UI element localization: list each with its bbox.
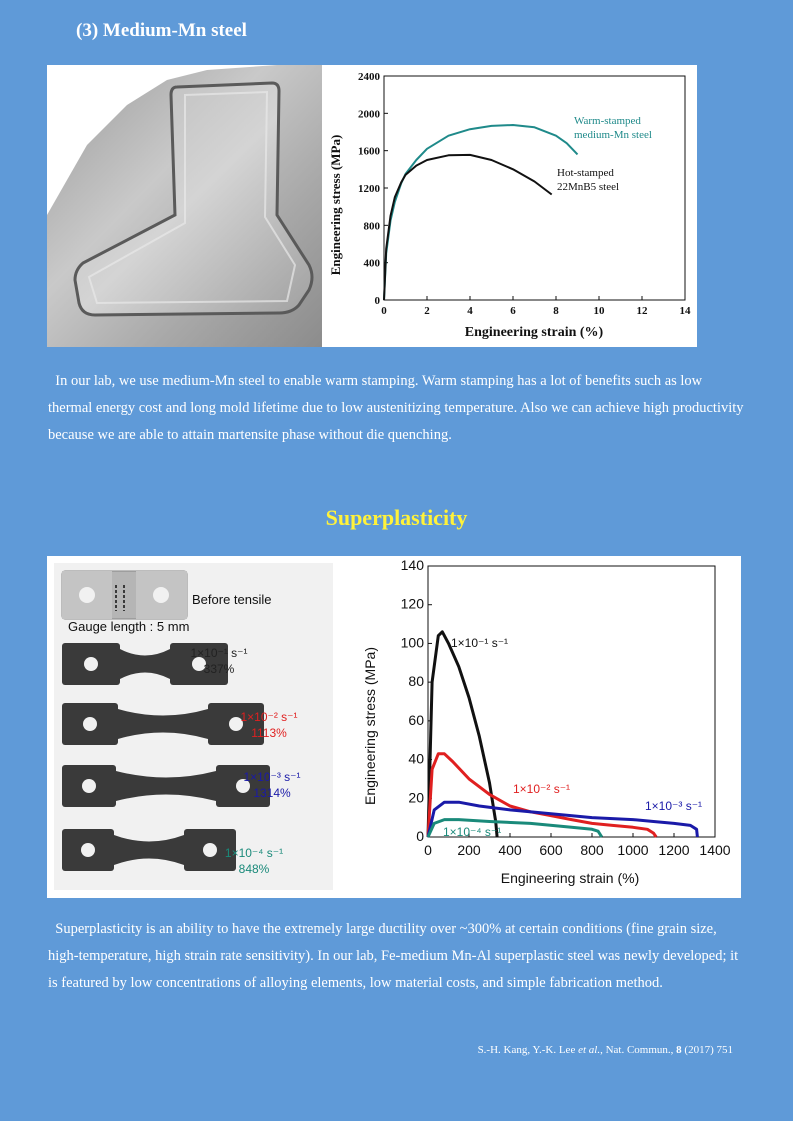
chart1-frame: [384, 76, 685, 300]
specimen-rate-label: 1×10⁻³ s⁻¹: [243, 770, 301, 784]
chart2-label-1e-4: 1×10⁻⁴ s⁻¹: [443, 825, 502, 839]
citation: S.-H. Kang, Y.-K. Lee et al., Nat. Commun., 8 (2017) 751: [477, 1044, 733, 1056]
chart2-xlabel: Engineering strain (%): [500, 870, 640, 886]
superplasticity-title: Superplasticity: [325, 505, 468, 530]
chart1-series1-label: Warm-stamped medium-Mn steel: [574, 115, 652, 141]
chart2-xtick-label: 0: [424, 842, 432, 858]
chart1-xtick-label: 14: [679, 305, 691, 317]
chart1-ytick-label: 1200: [358, 183, 380, 195]
chart1-ytick-label: 2000: [358, 108, 380, 121]
before-tensile-specimen: [62, 571, 187, 619]
chart1-xtick-label: 4: [467, 305, 473, 317]
chart2-ytick-label: 60: [408, 711, 424, 728]
chart2-ytick-label: 40: [408, 750, 424, 767]
chart1-ytick-label: 400: [363, 257, 380, 270]
superplasticity-paragraph: Superplasticity is an ability to have the extremely large ductility over ~300% at certain conditions (fine grain size, high-temperature, high strain rate sensitivity). In our lab, Fe-medium Mn-Al superplastic steel was newly developed; it is featured by low concentrations of alloying elements, low material costs, and simple fabrication method.: [48, 921, 739, 991]
chart1-xtick-label: 6: [510, 305, 516, 317]
chart2-ytick-label: 140: [400, 557, 424, 573]
chart2-xtick-label: 1000: [617, 842, 649, 858]
warm-stamping-paragraph: In our lab, we use medium-Mn steel to enable warm stamping. Warm stamping has a lot of benefits such as low thermal energy cost and long mold lifetime due to low austenitizing temperature. Also we can achieve high productivity because we are able to attain martensite phase without die quenching.: [48, 373, 744, 443]
chart2-xtick-label: 1200: [658, 842, 690, 858]
medium-mn-stress-strain-chart: [322, 65, 697, 347]
specimen-elongation-label: 1113%: [251, 726, 287, 740]
specimen-rate-label: 1×10⁻⁴ s⁻¹: [224, 846, 284, 860]
chart2-ytick-label: 20: [408, 789, 424, 806]
chart1-ytick-label: 0: [374, 295, 380, 307]
stamped-part-photo: [47, 65, 322, 347]
superplastic-stress-strain-chart: [333, 556, 741, 898]
specimen-elongation-label: 1314%: [253, 786, 291, 800]
chart1-ylabel: Engineering stress (MPa): [328, 134, 343, 276]
chart2-ytick-label: 80: [408, 673, 424, 690]
specimen-elongation-label: 337%: [203, 662, 235, 676]
chart2-ytick-label: 100: [400, 634, 424, 651]
chart1-series-1-line: [384, 155, 552, 300]
chart1-xtick-label: 0: [381, 305, 387, 317]
chart2-ytick-label: 120: [400, 595, 424, 612]
chart2-label-1e-2: 1×10⁻² s⁻¹: [513, 782, 571, 796]
chart2-xtick-label: 200: [457, 842, 481, 858]
chart1-ytick-label: 800: [363, 220, 380, 233]
chart2-xtick-label: 400: [498, 842, 522, 858]
specimen-rate-label: 1×10⁻¹ s⁻¹: [190, 646, 248, 660]
chart1-xtick-label: 10: [593, 305, 605, 317]
chart1-ytick-label: 2400: [358, 71, 380, 83]
chart1-series2-label: Hot-stamped 22MnB5 steel: [557, 167, 620, 193]
chart2-label-1e-3: 1×10⁻³ s⁻¹: [645, 799, 703, 813]
before-tensile-label: Before tensile: [192, 592, 272, 607]
tensile-specimens-photo: [54, 563, 333, 890]
chart1-xtick-label: 2: [424, 305, 430, 317]
chart2-xtick-label: 600: [539, 842, 563, 858]
chart2-xtick-label: 1400: [699, 842, 731, 858]
chart1-xtick-label: 12: [636, 305, 648, 317]
chart2-label-1e-1: 1×10⁻¹ s⁻¹: [451, 636, 509, 650]
specimen-elongation-label: 848%: [238, 862, 270, 876]
chart2-ylabel: Engineering stress (MPa): [362, 647, 378, 805]
chart1-xlabel: Engineering strain (%): [464, 325, 604, 340]
chart2-ytick-label: 0: [416, 828, 424, 844]
specimen-rate-label: 1×10⁻² s⁻¹: [240, 710, 298, 724]
chart1-xtick-label: 8: [553, 305, 559, 317]
chart2-xtick-label: 800: [580, 842, 604, 858]
section-title: (3) Medium-Mn steel: [76, 20, 247, 41]
gauge-length-label: Gauge length : 5 mm: [68, 619, 190, 634]
chart1-ytick-label: 1600: [358, 145, 380, 158]
chart1-series-0-line: [384, 125, 578, 300]
